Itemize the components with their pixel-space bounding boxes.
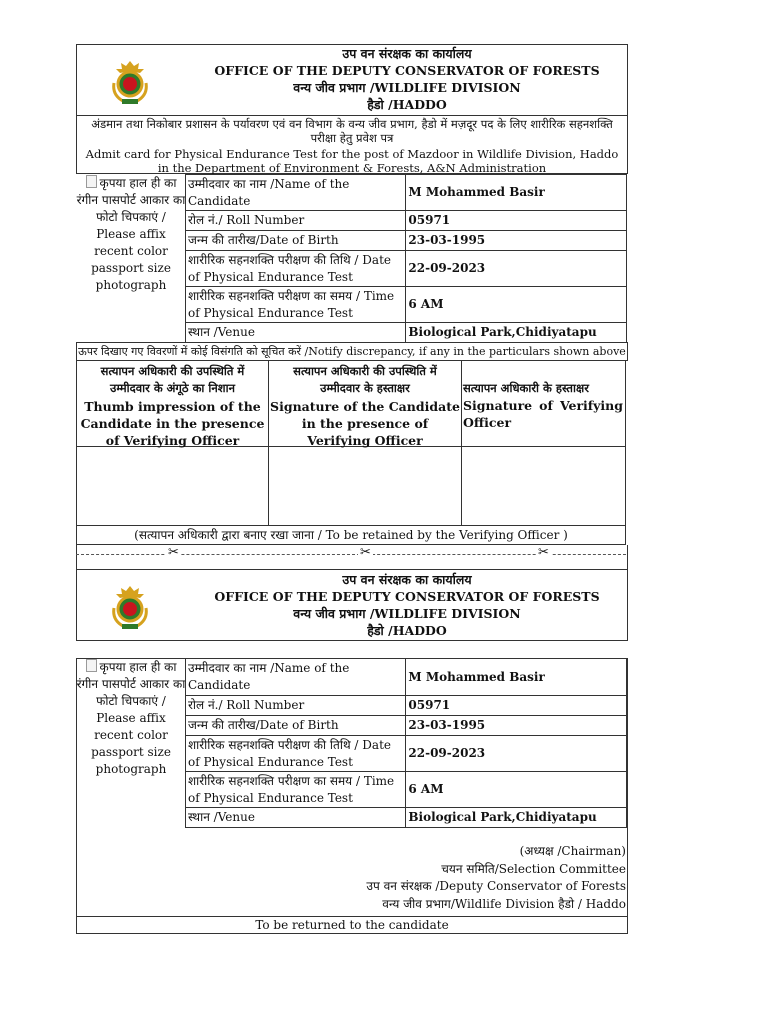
venue-value: Biological Park,Chidiyatapu <box>406 323 627 343</box>
notify-discrepancy: ऊपर दिखाए गए विवरणों में कोई विसंगति को सूचित करें /Notify discrepancy, if any in the particulars shown above <box>76 342 628 361</box>
dob-value: 23-03-1995 <box>406 716 627 736</box>
venue-label: स्थान /Venue <box>186 323 406 343</box>
venue-label: स्थान /Venue <box>186 808 406 828</box>
photo-placeholder: कृपया हाल ही का रंगीन पासपोर्ट आकार का फोटो चिपकाएं / Please affix recent color passport size photograph <box>76 176 186 292</box>
office-title-english: OFFICE OF THE DEPUTY CONSERVATOR OF FORESTS <box>214 63 600 78</box>
table-row <box>186 211 627 231</box>
chairman-label: (अध्यक्ष /Chairman) <box>519 844 626 858</box>
roll-value: 05971 <box>406 696 627 716</box>
office-header <box>187 571 627 639</box>
broken-image-icon <box>86 175 97 188</box>
office-title-hindi: उप वन संरक्षक का कार्यालय <box>342 572 472 587</box>
committee-signature-block <box>300 843 626 913</box>
broken-image-icon <box>86 659 97 672</box>
thumb-impression-english: Thumb impression of the Candidate in the presence of Verifying Officer <box>80 399 265 448</box>
test-date-value: 22-09-2023 <box>406 251 627 287</box>
returned-note: To be returned to the candidate <box>76 916 628 934</box>
verification-box <box>76 360 626 526</box>
table-row <box>186 287 627 323</box>
table-row <box>186 772 627 808</box>
forest-emblem-icon <box>105 57 155 110</box>
selection-committee-label: चयन समिति/Selection Committee <box>441 861 626 876</box>
division-title: वन्य जीव प्रभाग /WILDLIFE DIVISION <box>293 80 521 95</box>
table-row <box>186 716 627 736</box>
admit-title-box <box>76 115 628 174</box>
office-title-english: OFFICE OF THE DEPUTY CONSERVATOR OF FORESTS <box>214 589 600 604</box>
thumb-impression-hindi: सत्यापन अधिकारी की उपस्थिति में उम्मीदवार के अंगूठे का निशान <box>100 364 245 395</box>
test-time-label: शारीरिक सहनशक्ति परीक्षण का समय / Time of Physical Endurance Test <box>186 287 406 323</box>
name-value: M Mohammed Basir <box>406 175 627 211</box>
roll-label: रोल नं./ Roll Number <box>186 696 406 716</box>
dob-value: 23-03-1995 <box>406 231 627 251</box>
table-row <box>186 696 627 716</box>
office-header <box>187 45 627 113</box>
roll-value: 05971 <box>406 211 627 231</box>
top-header-box <box>76 44 628 116</box>
table-row <box>186 736 627 772</box>
wildlife-division-label: वन्य जीव प्रभाग/Wildlife Division हैडो / Haddo <box>382 896 626 911</box>
division-title: वन्य जीव प्रभाग /WILDLIFE DIVISION <box>293 606 521 621</box>
officer-signature-english: Signature of Verifying Officer <box>463 398 623 430</box>
test-time-value: 6 AM <box>406 287 627 323</box>
table-row <box>186 175 627 211</box>
name-value: M Mohammed Basir <box>406 659 627 696</box>
admit-title-hindi: अंडमान तथा निकोबार प्रशासन के पर्यावरण एवं वन विभाग के वन्य जीव प्रभाग, हैडो में मज़दूर पद के लिए शारीरिक सहनशक्ति परीक्षा हेतु प्रवेश पत्र <box>91 117 613 145</box>
test-date-label: शारीरिक सहनशक्ति परीक्षण की तिथि / Date of Physical Endurance Test <box>186 251 406 287</box>
name-label: उम्मीदवार का नाम /Name of the Candidate <box>186 659 406 696</box>
roll-label: रोल नं./ Roll Number <box>186 211 406 231</box>
table-row <box>186 808 627 828</box>
photo-placeholder: कृपया हाल ही का रंगीन पासपोर्ट आकार का फोटो चिपकाएं / Please affix recent color passport size photograph <box>76 660 186 776</box>
scissor-icon: ✂ <box>360 545 371 560</box>
officer-signature-hindi: सत्यापन अधिकारी के हस्ताक्षर <box>463 381 589 395</box>
test-date-value: 22-09-2023 <box>406 736 627 772</box>
admit-title-english-2: in the Department of Environment & Forests, A&N Administration <box>157 161 547 175</box>
scissor-icon: ✂ <box>538 545 549 560</box>
table-row <box>186 323 627 343</box>
candidate-details-table <box>185 174 627 343</box>
candidate-signature-english: Signature of the Candidate in the presence of Verifying Officer <box>270 399 460 448</box>
dob-label: जन्म की तारीख/Date of Birth <box>186 716 406 736</box>
location-title: हैडो /HADDO <box>367 623 447 638</box>
table-row <box>186 231 627 251</box>
admit-title-english-1: Admit card for Physical Endurance Test for the post of Mazdoor in Wildlife Division, Haddo <box>85 147 619 161</box>
candidate-signature-cell <box>269 363 461 449</box>
thumb-impression-cell <box>77 363 268 449</box>
dob-label: जन्म की तारीख/Date of Birth <box>186 231 406 251</box>
table-row <box>186 251 627 287</box>
test-time-value: 6 AM <box>406 772 627 808</box>
scissor-icon: ✂ <box>168 545 179 560</box>
test-time-label: शारीरिक सहनशक्ति परीक्षण का समय / Time of Physical Endurance Test <box>186 772 406 808</box>
retained-note: (सत्यापन अधिकारी द्वारा बनाए रखा जाना / To be retained by the Verifying Officer ) <box>76 525 626 545</box>
candidate-details-table <box>185 658 627 828</box>
name-label: उम्मीदवार का नाम /Name of the Candidate <box>186 175 406 211</box>
test-date-label: शारीरिक सहनशक्ति परीक्षण की तिथि / Date of Physical Endurance Test <box>186 736 406 772</box>
candidate-signature-hindi: सत्यापन अधिकारी की उपस्थिति में उम्मीदवार के हस्ताक्षर <box>293 364 437 395</box>
bottom-header-box <box>76 569 628 641</box>
office-title-hindi: उप वन संरक्षक का कार्यालय <box>342 46 472 61</box>
table-row <box>186 659 627 696</box>
forest-emblem-icon <box>105 582 155 635</box>
dcf-label: उप वन संरक्षक /Deputy Conservator of Forests <box>366 879 626 893</box>
officer-signature-cell <box>462 380 627 431</box>
location-title: हैडो /HADDO <box>367 97 447 112</box>
venue-value: Biological Park,Chidiyatapu <box>406 808 627 828</box>
